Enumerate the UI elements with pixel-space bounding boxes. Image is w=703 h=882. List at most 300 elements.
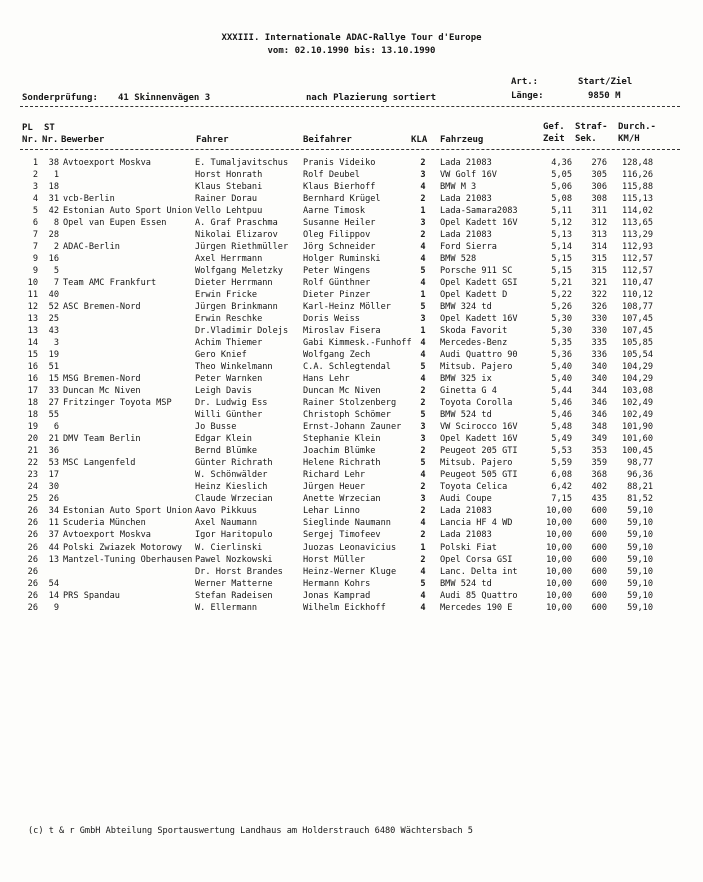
- cell-kla: 3: [420, 218, 426, 229]
- col-zeit-bottom: Zeit: [543, 134, 565, 144]
- table-row: [0, 217, 703, 229]
- cell-fahrzeug: Peugeot 505 GTI: [440, 470, 518, 481]
- cell-st: 34: [48, 506, 59, 517]
- cell-kmh: 101,90: [621, 422, 653, 433]
- header-dashed-rule: [20, 149, 680, 150]
- cell-fahrer: Heinz Kieslich: [195, 482, 268, 493]
- laenge-label: Länge:: [511, 91, 544, 101]
- cell-st: 15: [48, 374, 59, 385]
- col-fahrer: Fahrer: [196, 135, 229, 145]
- cell-fahrzeug: Toyota Celica: [440, 482, 508, 493]
- cell-strafsek: 435: [591, 494, 607, 505]
- cell-kla: 2: [420, 554, 426, 565]
- cell-zeit: 10,00: [546, 554, 572, 565]
- cell-kmh: 115,88: [621, 182, 653, 193]
- cell-kmh: 116,26: [621, 170, 653, 181]
- cell-strafsek: 308: [591, 194, 607, 205]
- cell-strafsek: 368: [591, 470, 607, 481]
- table-row: [0, 517, 703, 529]
- cell-fahrer: Wolfgang Meletzky: [195, 266, 283, 277]
- table-row: [0, 205, 703, 217]
- cell-st: 37: [48, 530, 59, 541]
- cell-beifahrer: Joachim Blümke: [303, 446, 376, 457]
- cell-zeit: 5,15: [551, 254, 572, 265]
- cell-strafsek: 359: [591, 458, 607, 469]
- cell-kla: 2: [420, 386, 426, 397]
- cell-bewerber: MSC Langenfeld: [63, 458, 136, 469]
- cell-fahrer: Horst Honrath: [195, 170, 263, 181]
- cell-st: 38: [48, 158, 59, 168]
- cell-kmh: 104,29: [621, 374, 653, 385]
- cell-strafsek: 600: [591, 506, 607, 517]
- cell-bewerber: Estonian Auto Sport Union: [63, 506, 193, 517]
- cell-pl: 26: [27, 590, 38, 601]
- cell-zeit: 5,36: [551, 350, 572, 361]
- cell-st: 17: [48, 470, 59, 481]
- cell-beifahrer: Holger Ruminski: [303, 254, 381, 265]
- cell-kla: 4: [420, 590, 426, 601]
- cell-beifahrer: Heinz-Werner Kluge: [303, 566, 397, 577]
- cell-fahrzeug: Lada 21083: [440, 158, 492, 168]
- cell-beifahrer: Jonas Kamprad: [303, 590, 371, 601]
- cell-strafsek: 600: [591, 542, 607, 553]
- cell-fahrer: Rainer Dorau: [195, 194, 258, 205]
- cell-pl: 26: [27, 518, 38, 529]
- cell-st: 52: [48, 302, 59, 313]
- cell-st: 25: [48, 314, 59, 325]
- cell-strafsek: 344: [591, 386, 607, 397]
- cell-beifahrer: Hermann Kohrs: [303, 578, 371, 589]
- cell-fahrer: Willi Günther: [195, 410, 263, 421]
- cell-st: 8: [53, 218, 59, 229]
- cell-pl: 26: [27, 554, 38, 565]
- cell-strafsek: 600: [591, 590, 607, 601]
- cell-zeit: 5,40: [551, 374, 572, 385]
- table-row: [0, 578, 703, 590]
- cell-fahrzeug: Lada 21083: [440, 194, 492, 205]
- cell-strafsek: 305: [591, 170, 607, 181]
- cell-zeit: 5,49: [551, 434, 572, 445]
- art-value: Start/Ziel: [578, 77, 633, 87]
- cell-kla: 5: [420, 266, 426, 277]
- cell-bewerber: Avtoexport Moskva: [63, 530, 151, 541]
- table-row: [0, 313, 703, 325]
- cell-kmh: 59,10: [627, 602, 653, 613]
- cell-pl: 2: [32, 170, 38, 181]
- cell-bewerber: Estonian Auto Sport Union: [63, 206, 193, 217]
- cell-fahrzeug: Opel Kadett 16V: [440, 434, 518, 445]
- cell-beifahrer: Lehar Linno: [303, 506, 360, 517]
- cell-fahrer: Bernd Blümke: [195, 446, 258, 457]
- table-row: [0, 337, 703, 349]
- cell-kla: 4: [420, 374, 426, 385]
- table-row: [0, 361, 703, 373]
- cell-zeit: 5,14: [551, 242, 572, 253]
- cell-kla: 3: [420, 170, 426, 181]
- cell-zeit: 5,06: [551, 182, 572, 193]
- cell-fahrzeug: Lada 21083: [440, 230, 492, 241]
- cell-beifahrer: Christoph Schömer: [303, 410, 391, 421]
- cell-fahrzeug: Lancia HF 4 WD: [440, 518, 513, 529]
- col-kmh-top: Durch.-: [618, 122, 656, 132]
- cell-beifahrer: Sergej Timofeev: [303, 530, 381, 541]
- cell-kmh: 59,10: [627, 530, 653, 541]
- cell-zeit: 5,46: [551, 398, 572, 409]
- table-row: [0, 421, 703, 433]
- cell-strafsek: 600: [591, 602, 607, 613]
- cell-fahrer: Axel Naumann: [195, 518, 258, 529]
- cell-zeit: 5,48: [551, 422, 572, 433]
- cell-st: 42: [48, 206, 59, 217]
- cell-beifahrer: Anette Wrzecian: [303, 494, 381, 505]
- cell-pl: 18: [27, 410, 38, 421]
- cell-beifahrer: Karl-Heinz Möller: [303, 302, 391, 313]
- cell-pl: 16: [27, 362, 38, 373]
- cell-pl: 5: [32, 206, 38, 217]
- cell-zeit: 5,05: [551, 170, 572, 181]
- cell-bewerber: vcb-Berlin: [63, 194, 115, 205]
- cell-pl: 18: [27, 398, 38, 409]
- cell-bewerber: ADAC-Berlin: [63, 242, 120, 253]
- cell-strafsek: 600: [591, 518, 607, 529]
- table-row: [0, 277, 703, 289]
- cell-fahrer: Aavo Pikkuus: [195, 506, 258, 517]
- cell-kla: 4: [420, 254, 426, 265]
- cell-strafsek: 335: [591, 338, 607, 349]
- table-row: [0, 590, 703, 602]
- cell-fahrer: Edgar Klein: [195, 434, 252, 445]
- table-row: [0, 181, 703, 193]
- cell-pl: 12: [27, 302, 38, 313]
- cell-zeit: 5,22: [551, 290, 572, 301]
- table-row: [0, 373, 703, 385]
- cell-beifahrer: Wolfgang Zech: [303, 350, 371, 361]
- cell-fahrzeug: Audi 85 Quattro: [440, 590, 518, 601]
- cell-kla: 1: [420, 206, 426, 217]
- table-row: [0, 542, 703, 554]
- col-st-top: ST: [44, 123, 55, 133]
- cell-kmh: 59,10: [627, 578, 653, 589]
- document-title: XXXIII. Internationale ADAC-Rallye Tour d'Europe: [221, 33, 482, 43]
- cell-kmh: 107,45: [621, 314, 653, 325]
- cell-beifahrer: Rolf Deubel: [303, 170, 360, 181]
- cell-zeit: 5,13: [551, 230, 572, 241]
- cell-beifahrer: Juozas Leonavicius: [303, 542, 397, 553]
- cell-fahrer: Vello Lehtpuu: [195, 206, 263, 217]
- cell-kmh: 102,49: [621, 398, 653, 409]
- cell-st: 30: [48, 482, 59, 493]
- cell-zeit: 5,30: [551, 314, 572, 325]
- cell-strafsek: 312: [591, 218, 607, 229]
- cell-kla: 2: [420, 530, 426, 541]
- cell-pl: 7: [32, 242, 38, 253]
- cell-st: 33: [48, 386, 59, 397]
- cell-pl: 6: [32, 218, 38, 229]
- cell-kla: 4: [420, 518, 426, 529]
- cell-strafsek: 600: [591, 566, 607, 577]
- cell-strafsek: 330: [591, 314, 607, 325]
- cell-zeit: 10,00: [546, 542, 572, 553]
- cell-st: 6: [53, 422, 59, 433]
- cell-kmh: 112,93: [621, 242, 653, 253]
- cell-pl: 13: [27, 326, 38, 337]
- cell-fahrer: Jo Busse: [195, 422, 237, 433]
- cell-st: 31: [48, 194, 59, 205]
- cell-beifahrer: Ernst-Johann Zauner: [303, 422, 402, 433]
- cell-kla: 5: [420, 362, 426, 373]
- cell-fahrzeug: Mitsub. Pajero: [440, 362, 513, 373]
- cell-beifahrer: Oleg Filippov: [303, 230, 371, 241]
- cell-fahrzeug: BMW 528: [440, 254, 477, 265]
- cell-kla: 3: [420, 494, 426, 505]
- event-dates: vom: 02.10.1990 bis: 13.10.1990: [267, 46, 436, 56]
- cell-bewerber: Polski Zwiazek Motorowy: [63, 542, 182, 553]
- cell-strafsek: 314: [591, 242, 607, 253]
- cell-zeit: 10,00: [546, 602, 572, 613]
- cell-st: 36: [48, 446, 59, 457]
- cell-fahrzeug: Opel Kadett GSI: [440, 278, 518, 289]
- cell-fahrer: W. Schönwälder: [195, 470, 268, 481]
- cell-pl: 15: [27, 350, 38, 361]
- cell-fahrer: Jürgen Riethmüller: [195, 242, 289, 253]
- cell-zeit: 7,15: [551, 494, 572, 505]
- cell-bewerber: Duncan Mc Niven: [63, 386, 141, 397]
- footer-text: (c) t & r GmbH Abteilung Sportauswertung Landhaus am Holderstrauch 6480 Wächtersbach 5: [28, 826, 473, 836]
- cell-pl: 14: [27, 338, 38, 349]
- cell-kla: 5: [420, 578, 426, 589]
- cell-zeit: 10,00: [546, 506, 572, 517]
- cell-beifahrer: Klaus Bierhoff: [303, 182, 376, 193]
- col-kla: KLA: [411, 135, 428, 145]
- cell-bewerber: PRS Spandau: [63, 590, 120, 601]
- col-st-bottom: Nr.: [42, 135, 59, 145]
- cell-zeit: 5,40: [551, 362, 572, 373]
- cell-fahrzeug: Opel Kadett D: [440, 290, 508, 301]
- cell-st: 7: [53, 278, 59, 289]
- cell-beifahrer: Richard Lehr: [303, 470, 366, 481]
- cell-strafsek: 311: [591, 206, 607, 217]
- table-row: [0, 241, 703, 253]
- cell-st: 44: [48, 542, 59, 553]
- top-dashed-rule: [20, 106, 680, 107]
- table-row: [0, 505, 703, 517]
- cell-fahrzeug: Audi Quattro 90: [440, 350, 518, 361]
- cell-zeit: 5,08: [551, 194, 572, 205]
- cell-pl: 26: [27, 530, 38, 541]
- cell-fahrzeug: Toyota Corolla: [440, 398, 513, 409]
- cell-fahrzeug: Mercedes 190 E: [440, 602, 513, 613]
- table-row: [0, 385, 703, 397]
- col-kmh-bottom: KM/H: [618, 134, 640, 144]
- cell-kmh: 98,77: [627, 458, 653, 469]
- cell-kmh: 104,29: [621, 362, 653, 373]
- cell-beifahrer: Rolf Günthner: [303, 278, 371, 289]
- cell-strafsek: 600: [591, 530, 607, 541]
- cell-zeit: 4,36: [551, 158, 572, 168]
- sonderpruefung-value: 41 Skinnenvägen 3: [118, 93, 211, 103]
- cell-beifahrer: Jürgen Heuer: [303, 482, 366, 493]
- cell-kmh: 128,48: [621, 158, 653, 168]
- table-row: [0, 349, 703, 361]
- cell-st: 21: [48, 434, 59, 445]
- cell-st: 27: [48, 398, 59, 409]
- cell-fahrer: Dieter Herrmann: [195, 278, 273, 289]
- cell-beifahrer: Susanne Heiler: [303, 218, 376, 229]
- cell-fahrzeug: Lada-Samara2083: [440, 206, 518, 217]
- cell-zeit: 6,08: [551, 470, 572, 481]
- table-row: [0, 554, 703, 566]
- cell-zeit: 10,00: [546, 530, 572, 541]
- cell-pl: 9: [32, 266, 38, 277]
- table-row: [0, 325, 703, 337]
- cell-fahrzeug: VW Golf 16V: [440, 170, 497, 181]
- cell-fahrzeug: Lanc. Delta int: [440, 566, 518, 577]
- cell-bewerber: Avtoexport Moskva: [63, 158, 151, 168]
- cell-fahrer: Erwin Fricke: [195, 290, 258, 301]
- cell-kmh: 113,65: [621, 218, 653, 229]
- cell-zeit: 10,00: [546, 578, 572, 589]
- cell-pl: 20: [27, 434, 38, 445]
- cell-kla: 3: [420, 422, 426, 433]
- cell-strafsek: 313: [591, 230, 607, 241]
- cell-kmh: 103,08: [621, 386, 653, 397]
- cell-strafsek: 600: [591, 578, 607, 589]
- cell-kmh: 59,10: [627, 542, 653, 553]
- col-zeit-top: Gef.: [543, 122, 565, 132]
- cell-pl: 13: [27, 314, 38, 325]
- col-fahrzeug: Fahrzeug: [440, 135, 484, 145]
- cell-strafsek: 348: [591, 422, 607, 433]
- cell-zeit: 5,15: [551, 266, 572, 277]
- cell-st: 53: [48, 458, 59, 469]
- cell-pl: 17: [27, 386, 38, 397]
- cell-bewerber: Scuderia München: [63, 518, 146, 529]
- cell-beifahrer: Rainer Stolzenberg: [303, 398, 397, 409]
- cell-st: 1: [53, 170, 59, 181]
- cell-pl: 11: [27, 290, 38, 301]
- cell-st: 55: [48, 410, 59, 421]
- cell-fahrzeug: Mitsub. Pajero: [440, 458, 513, 469]
- cell-pl: 26: [27, 506, 38, 517]
- table-row: [0, 301, 703, 313]
- cell-kla: 2: [420, 506, 426, 517]
- table-row: [0, 433, 703, 445]
- cell-fahrzeug: Audi Coupe: [440, 494, 492, 505]
- cell-kmh: 105,85: [621, 338, 653, 349]
- cell-beifahrer: C.A. Schlegtendal: [303, 362, 391, 373]
- cell-st: 11: [48, 518, 59, 529]
- cell-kla: 5: [420, 302, 426, 313]
- cell-fahrzeug: Peugeot 205 GTI: [440, 446, 518, 457]
- cell-st: 18: [48, 182, 59, 193]
- cell-st: 51: [48, 362, 59, 373]
- cell-st: 19: [48, 350, 59, 361]
- cell-zeit: 5,35: [551, 338, 572, 349]
- cell-beifahrer: Doris Weiss: [303, 314, 360, 325]
- cell-strafsek: 322: [591, 290, 607, 301]
- cell-pl: 23: [27, 470, 38, 481]
- table-row: [0, 445, 703, 457]
- col-pl-top: PL: [22, 123, 33, 133]
- cell-kla: 2: [420, 194, 426, 205]
- cell-fahrer: Dr. Ludwig Ess: [195, 398, 268, 409]
- cell-fahrer: Pawel Nozkowski: [195, 554, 273, 565]
- table-row: [0, 289, 703, 301]
- cell-zeit: 10,00: [546, 566, 572, 577]
- cell-fahrer: W. Cierlinski: [195, 542, 263, 553]
- table-row: [0, 493, 703, 505]
- cell-kla: 4: [420, 470, 426, 481]
- cell-kmh: 59,10: [627, 590, 653, 601]
- cell-kla: 2: [420, 482, 426, 493]
- cell-fahrzeug: BMW 325 ix: [440, 374, 492, 385]
- cell-fahrzeug: Ginetta G 4: [440, 386, 497, 397]
- cell-fahrzeug: Skoda Favorit: [440, 326, 508, 337]
- cell-kla: 4: [420, 278, 426, 289]
- sort-order: nach Plazierung sortiert: [306, 93, 437, 103]
- cell-kmh: 113,29: [621, 230, 653, 241]
- table-row: [0, 169, 703, 181]
- cell-fahrer: Claude Wrzecian: [195, 494, 273, 505]
- cell-beifahrer: Gabi Kimmesk.-Funhoff: [303, 338, 412, 349]
- cell-fahrzeug: Opel Kadett 16V: [440, 218, 518, 229]
- cell-fahrer: Stefan Radeisen: [195, 590, 273, 601]
- cell-kmh: 96,36: [627, 470, 653, 481]
- cell-kla: 4: [420, 566, 426, 577]
- cell-beifahrer: Stephanie Klein: [303, 434, 381, 445]
- cell-beifahrer: Horst Müller: [303, 554, 366, 565]
- cell-zeit: 5,44: [551, 386, 572, 397]
- cell-pl: 3: [32, 182, 38, 193]
- cell-fahrzeug: BMW 524 td: [440, 410, 492, 421]
- cell-fahrzeug: BMW 324 td: [440, 302, 492, 313]
- cell-beifahrer: Bernhard Krügel: [303, 194, 381, 205]
- cell-kla: 2: [420, 158, 426, 168]
- cell-strafsek: 346: [591, 398, 607, 409]
- cell-strafsek: 340: [591, 362, 607, 373]
- cell-kla: 2: [420, 230, 426, 241]
- cell-fahrer: Nikolai Elizarov: [195, 230, 278, 241]
- cell-zeit: 10,00: [546, 518, 572, 529]
- cell-beifahrer: Wilhelm Eickhoff: [303, 602, 386, 613]
- cell-pl: 26: [27, 542, 38, 553]
- cell-st: 43: [48, 326, 59, 337]
- cell-fahrer: E. Tumaljavitschus: [195, 158, 289, 168]
- cell-beifahrer: Sieglinde Naumann: [303, 518, 391, 529]
- col-sek-top: Straf-: [575, 122, 608, 132]
- cell-fahrer: Jürgen Brinkmann: [195, 302, 278, 313]
- cell-kla: 1: [420, 326, 426, 337]
- cell-pl: 19: [27, 422, 38, 433]
- cell-kla: 3: [420, 434, 426, 445]
- cell-zeit: 5,11: [551, 206, 572, 217]
- cell-beifahrer: Dieter Pinzer: [303, 290, 371, 301]
- cell-pl: 24: [27, 482, 38, 493]
- cell-pl: 10: [27, 278, 38, 289]
- cell-zeit: 6,42: [551, 482, 572, 493]
- cell-fahrzeug: Polski Fiat: [440, 542, 497, 553]
- cell-st: 28: [48, 230, 59, 241]
- cell-kla: 2: [420, 398, 426, 409]
- cell-st: 16: [48, 254, 59, 265]
- table-row: [0, 409, 703, 421]
- cell-kmh: 114,02: [621, 206, 653, 217]
- cell-kla: 3: [420, 314, 426, 325]
- cell-strafsek: 306: [591, 182, 607, 193]
- cell-strafsek: 330: [591, 326, 607, 337]
- cell-kmh: 59,10: [627, 518, 653, 529]
- cell-kla: 5: [420, 458, 426, 469]
